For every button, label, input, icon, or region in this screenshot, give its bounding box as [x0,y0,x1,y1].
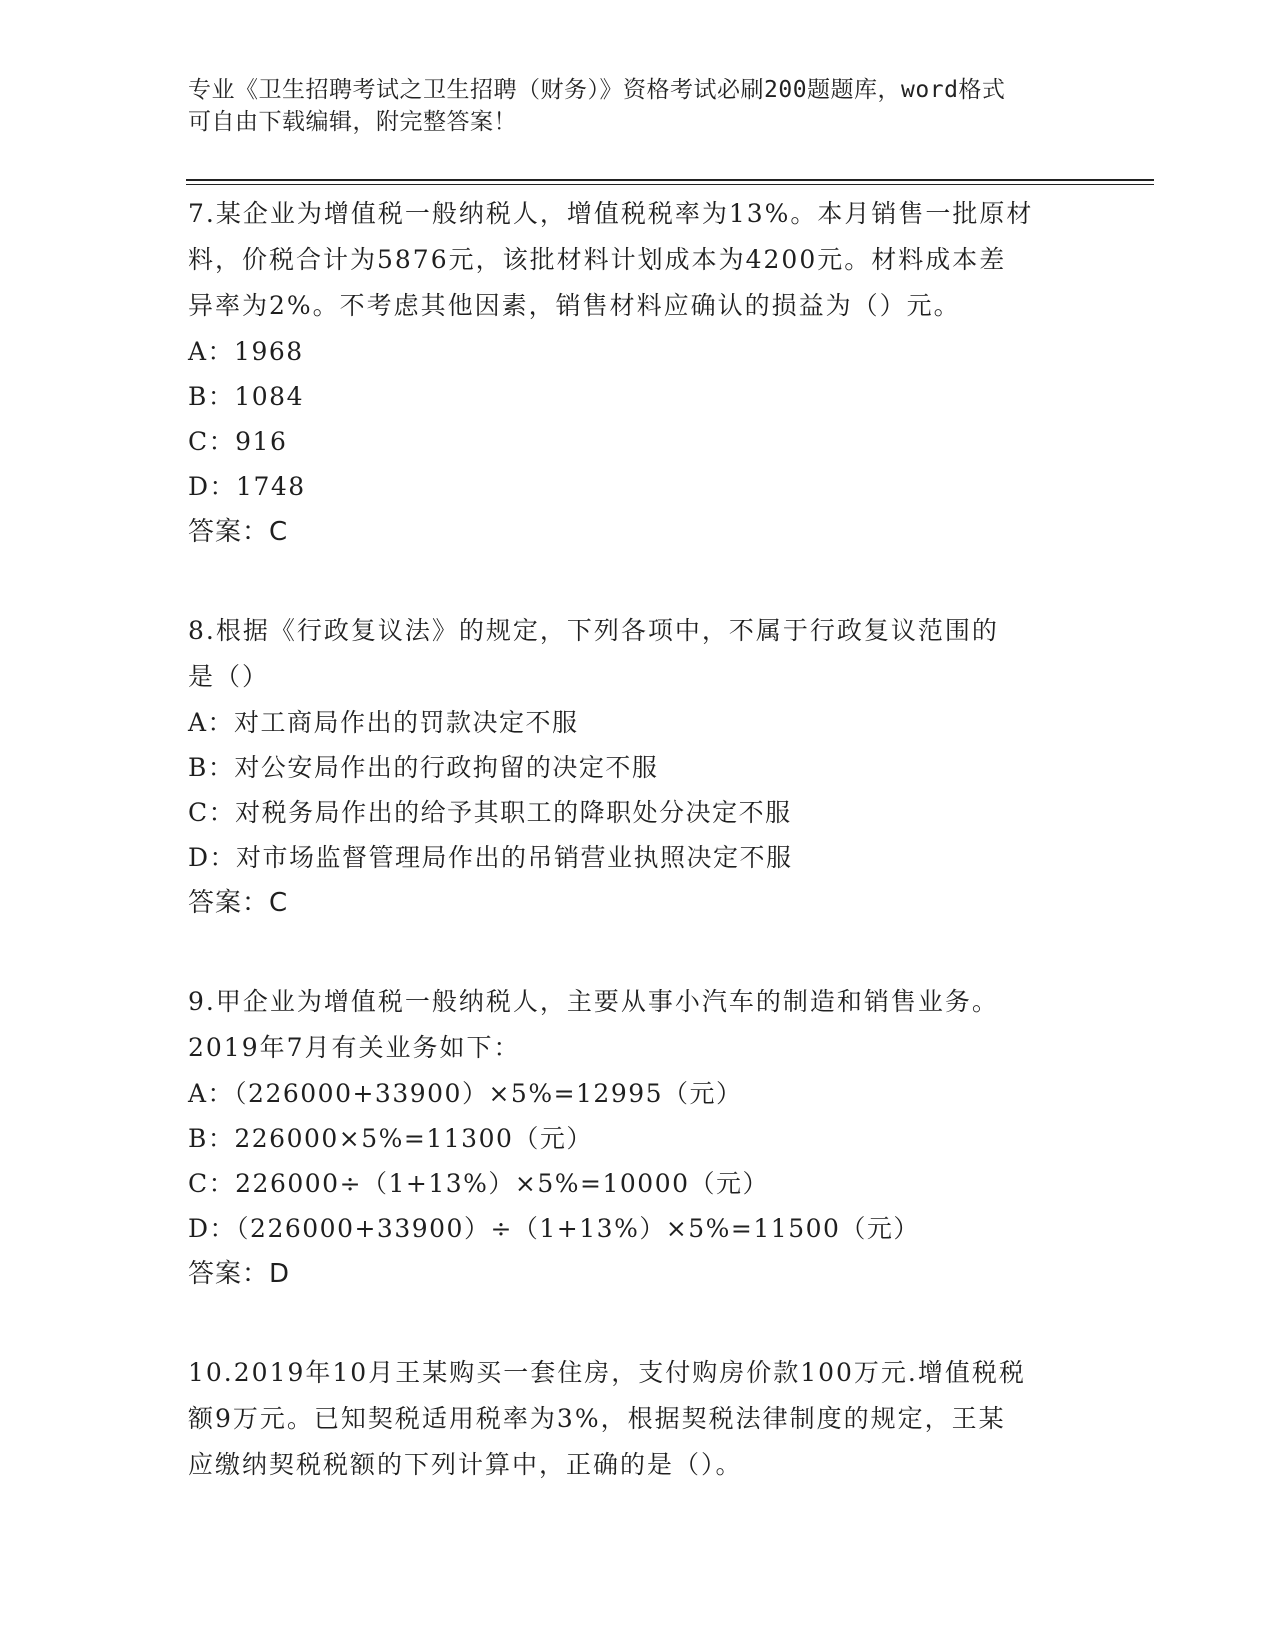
question-text: 料，价税合计为5876元，该批材料计划成本为4200元。材料成本差 [188,245,1007,274]
option-c: C：226000÷（1+13%）×5%=10000（元） [188,1169,770,1198]
answer-text: 答案：C [188,517,289,547]
question-text: 额9万元。已知契税适用税率为3%，根据契税法律制度的规定，王某 [188,1404,1006,1433]
question-text: 9.甲企业为增值税一般纳税人，主要从事小汽车的制造和销售业务。 [188,987,999,1016]
option-b: B：1084 [188,382,304,411]
header-line: 可自由下载编辑，附完整答案！ [188,109,517,135]
question-block [188,608,1088,926]
option-a: A：（226000+33900）×5%=12995（元） [188,1079,743,1108]
question-text: 应缴纳契税税额的下列计算中，正确的是（）。 [188,1450,743,1479]
question-block [188,191,1088,555]
document-header [188,74,1088,138]
question-text: 2019年7月有关业务如下： [188,1033,521,1062]
question-list [188,191,1088,1541]
option-d: D：对市场监督管理局作出的吊销营业执照决定不服 [188,843,793,872]
question-text: 8.根据《行政复议法》的规定，下列各项中，不属于行政复议范围的 [188,616,999,645]
option-d: D：（226000+33900）÷（1+13%）×5%=11500（元） [188,1214,920,1243]
header-line: 专业《卫生招聘考试之卫生招聘（财务）》资格考试必刷200题题库，word格式 [188,77,1006,103]
question-text: 是（） [188,662,270,691]
question-text: 7.某企业为增值税一般纳税人，增值税税率为13%。本月销售一批原材 [188,199,1034,228]
answer-text: 答案：C [188,888,289,918]
option-c: C：对税务局作出的给予其职工的降职处分决定不服 [188,798,792,827]
question-text: 异率为2%。不考虑其他因素，销售材料应确认的损益为（）元。 [188,291,961,320]
option-a: A：对工商局作出的罚款决定不服 [188,708,579,737]
answer-text: 答案：D [188,1259,291,1289]
option-c: C：916 [188,427,288,456]
question-block [188,1350,1088,1488]
header-divider [186,179,1154,181]
question-block [188,979,1088,1297]
question-text: 10.2019年10月王某购买一套住房，支付购房价款100万元.增值税税 [188,1358,1026,1387]
option-b: B：对公安局作出的行政拘留的决定不服 [188,753,659,782]
option-a: A：1968 [188,337,304,366]
option-d: D：1748 [188,472,306,501]
option-b: B：226000×5%=11300（元） [188,1124,593,1153]
header-divider [186,184,1154,185]
